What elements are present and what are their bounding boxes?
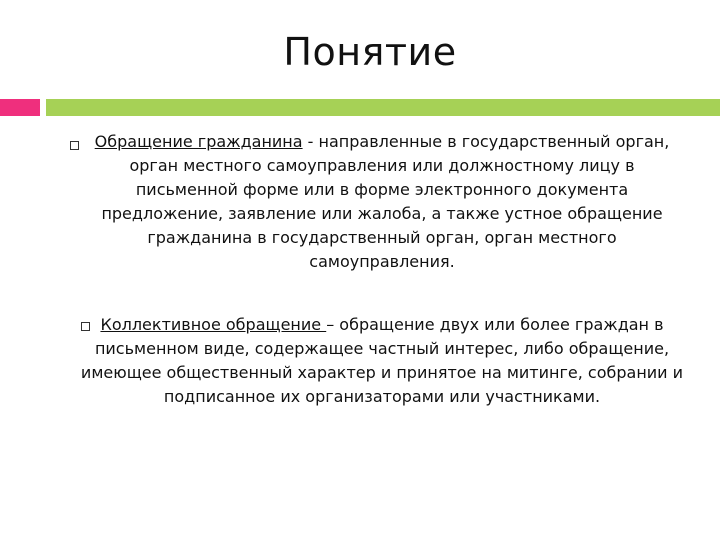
definition-text: - направленные в государственный орган, орган местного самоуправления или должностному лицу в письменной форме или в форме электронного документа предложение, заявление или жалоба, а также устное обращение гражданина в государственный орган, орган местного самоуправления. bbox=[101, 132, 670, 271]
square-bullet-icon bbox=[70, 141, 79, 150]
slide-title: Понятие bbox=[283, 30, 457, 74]
definition-paragraph bbox=[88, 130, 676, 274]
definition-term: Обращение гражданина bbox=[94, 132, 303, 151]
definition-term: Коллективное обращение bbox=[100, 315, 327, 334]
definition-text: – обращение двух или более граждан в письменном виде, содержащее частный интерес, либо обращение, имеющее общественный характер и принятое на митинге, собрании и подписанное их организаторами или участниками. bbox=[80, 315, 684, 406]
accent-bar-green bbox=[46, 99, 720, 116]
definition-paragraph bbox=[62, 313, 702, 409]
accent-bar-pink bbox=[0, 99, 40, 116]
